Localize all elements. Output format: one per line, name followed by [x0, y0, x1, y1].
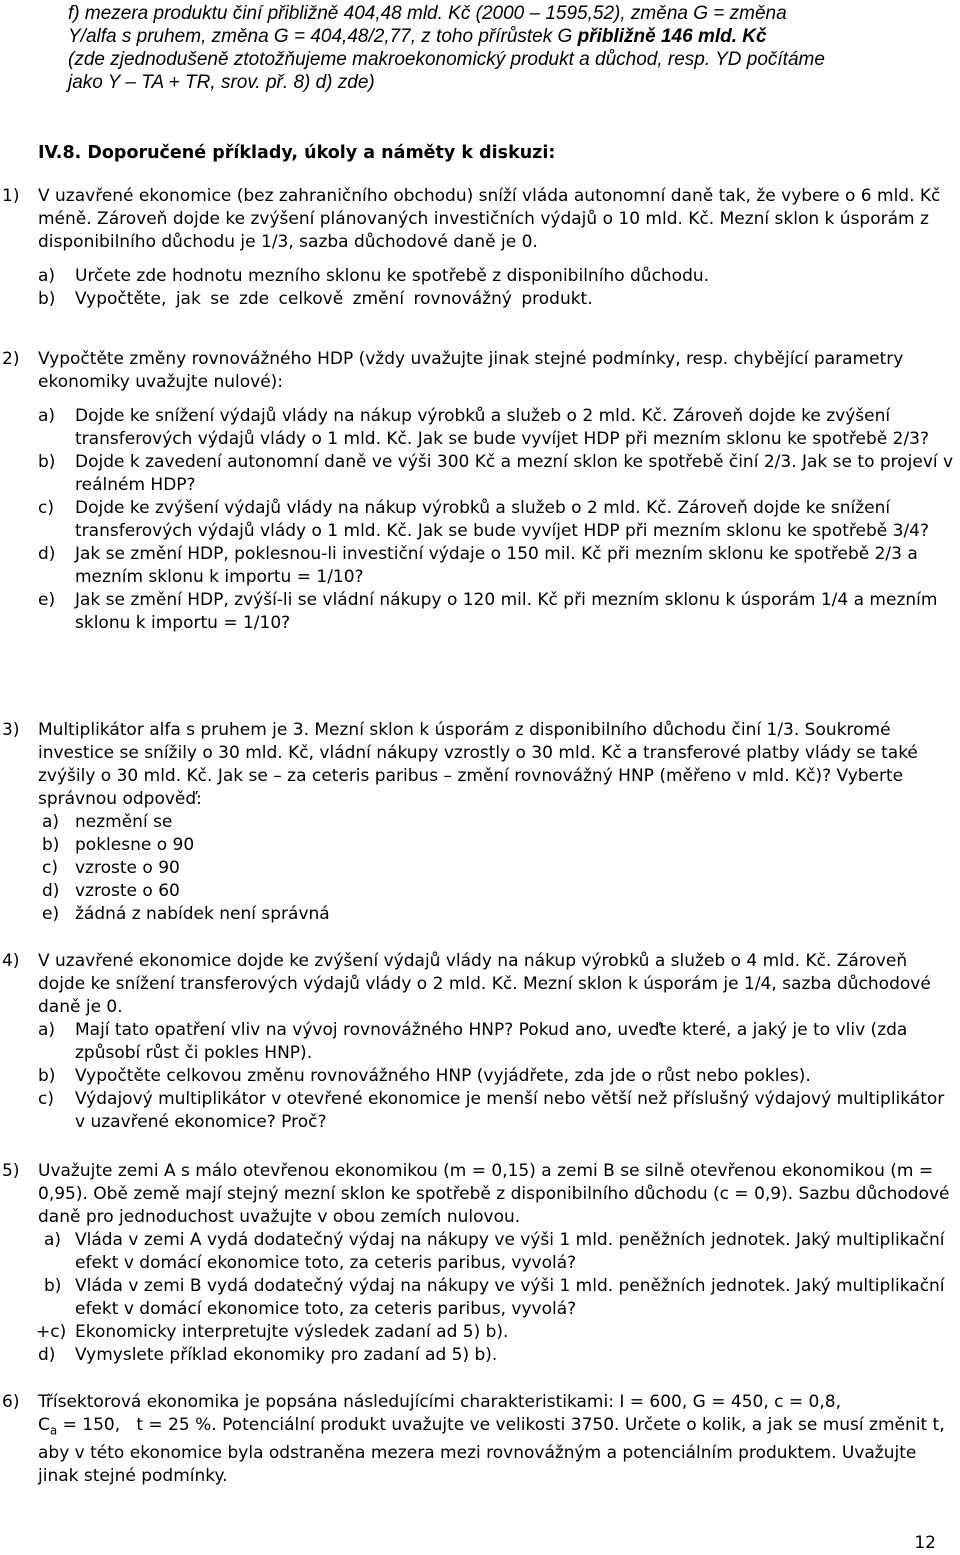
question-number: 6): [2, 1392, 20, 1412]
part-text: Dojde ke zvýšení výdajů vlády na nákup výrobků a služeb o 2 mld. Kč. Zároveň dojde ke snížení transferových výdajů vlády o 1 mld. Kč. Jak se bude vyvíjet HDP při mezním sklonu ke spotřebě 3/4?: [75, 498, 930, 541]
part-label: a): [38, 266, 56, 286]
answer-option-b: [0, 834, 960, 857]
intro-line-2: [68, 25, 948, 48]
option-text: poklesne o 90: [75, 835, 195, 855]
part-text: Výdajový multiplikátor v otevřené ekonomice je menší nebo větší než příslušný výdajový multiplikátor v uzavřené ekonomice? Proč?: [75, 1089, 945, 1132]
question-6: [0, 1391, 960, 1488]
question-1-part-a: [0, 265, 960, 288]
question-5: [0, 1160, 960, 1367]
intro-line-4: jako Y – TA + TR, srov. př. 8) d) zde): [68, 72, 375, 93]
section-heading: IV.8. Doporučené příklady, úkoly a náměty k diskuzi:: [38, 143, 556, 163]
intro-paragraph: [68, 2, 948, 94]
question-2-stem: [0, 348, 960, 394]
answer-option-c: [0, 857, 960, 880]
part-label: b): [38, 289, 56, 309]
question-3: [0, 719, 960, 926]
question-text: Multiplikátor alfa s pruhem je 3. Mezní sklon k úsporám z disponibilního důchodu činí 1/3. Soukromé investice se snížily o 30 mld. Kč, vládní nákupy vzrostly o 30 mld. Kč a transferové platby vlády se také zvýšily o 30 mld. Kč. Jak se – za ceteris paribus – změní rovnovážný HNP (měřeno v mld. Kč)? Vyberte správnou odpověď:: [38, 720, 918, 809]
intro-line-1: f) mezera produktu činí přibližně 404,48 mld. Kč (2000 – 1595,52), změna G = změna: [68, 3, 787, 24]
option-label: b): [42, 835, 60, 855]
question-6-stem: [0, 1391, 960, 1488]
question-number: 1): [2, 186, 20, 206]
option-label: a): [42, 812, 60, 832]
intro-line-2-bold: přibližně 146 mld. Kč: [577, 26, 767, 47]
question-4-part-a: [0, 1019, 960, 1065]
question-2-part-b: [0, 451, 960, 497]
part-text: Vymyslete příklad ekonomiky pro zadaní ad 5) b).: [75, 1345, 498, 1365]
part-label: c): [38, 498, 54, 518]
ca-subscript: a: [49, 1423, 58, 1438]
part-text: Mají tato opatření vliv na vývoj rovnovážného HNP? Pokud ano, uveďte které, a jaký je to vliv (zda způsobí růst či pokles HNP).: [75, 1020, 908, 1063]
question-5-stem: [0, 1160, 960, 1229]
question-number: 5): [2, 1161, 20, 1181]
question-3-stem: [0, 719, 960, 811]
part-label: b): [38, 452, 56, 472]
question-5-part-a: [0, 1229, 960, 1275]
question-text: V uzavřené ekonomice dojde ke zvýšení výdajů vlády na nákup výrobků a služeb o 4 mld. Kč. Zároveň dojde ke snížení transferových výdajů vlády o 2 mld. Kč. Mezní sklon k úsporám je 1/4, sazba důchodové daně je 0.: [38, 951, 931, 1017]
option-text: nezmění se: [75, 812, 173, 832]
part-text: Vypočtěte, jak se zde celkově změní rovnovážný produkt.: [75, 289, 593, 309]
part-text: Jak se změní HDP, zvýší-li se vládní nákupy o 120 mil. Kč při mezním sklonu k úsporám 1/4 a mezním sklonu k importu = 1/10?: [75, 590, 938, 633]
question-text: Vypočtěte změny rovnovážného HDP (vždy uvažujte jinak stejné podmínky, resp. chybějící parametry ekonomiky uvažujte nulové):: [38, 349, 904, 392]
part-text: Určete zde hodnotu mezního sklonu ke spotřebě z disponibilního důchodu.: [75, 266, 710, 286]
question-5-part-c: [0, 1321, 960, 1344]
question-2-part-a: [0, 405, 960, 451]
option-label: e): [42, 904, 60, 924]
question-1-stem: [0, 185, 960, 254]
part-label: b): [44, 1276, 62, 1296]
question-2-part-e: [0, 589, 960, 635]
answer-option-d: [0, 880, 960, 903]
question-4: [0, 950, 960, 1134]
part-label: a): [44, 1230, 62, 1250]
question-2-part-d: [0, 543, 960, 589]
question-2: [0, 348, 960, 635]
part-label: e): [38, 590, 56, 610]
question-1-part-b: [0, 288, 960, 311]
question-2-part-c: [0, 497, 960, 543]
ca-symbol: C: [38, 1415, 50, 1435]
question-5-part-d: [0, 1344, 960, 1367]
option-text: žádná z nabídek není správná: [75, 904, 330, 924]
part-text: Dojde k zavedení autonomní daně ve výši 300 Kč a mezní sklon ke spotřebě činí 2/3. Jak se to projeví v reálném HDP?: [75, 452, 954, 495]
part-label: c): [38, 1089, 54, 1109]
page-number: 12: [914, 1533, 936, 1553]
question-text: Uvažujte zemi A s málo otevřenou ekonomikou (m = 0,15) a zemi B se silně otevřenou ekonomikou (m = 0,95). Obě země mají stejný mezní sklon ke spotřebě z disponibilního důchodu (c = 0,9). Sazbu důchodové daně pro jednoduchost uvažujte v obou zemích nulovou.: [38, 1161, 950, 1227]
option-label: d): [42, 881, 60, 901]
option-text: vzroste o 90: [75, 858, 180, 878]
question-4-part-b: [0, 1065, 960, 1088]
part-text: Vláda v zemi B vydá dodatečný výdaj na nákupy ve výši 1 mld. peněžních jednotek. Jaký multiplikační efekt v domácí ekonomice toto, za ceteris paribus, vyvolá?: [75, 1276, 945, 1319]
question-text: V uzavřené ekonomice (bez zahraničního obchodu) sníží vláda autonomní daně tak, že vybere o 6 mld. Kč méně. Zároveň dojde ke zvýšení plánovaných investičních výdajů o 10 mld. Kč. Mezní sklon k úsporám z disponibilního důchodu je 1/3, sazba důchodové daně je 0.: [38, 186, 941, 252]
question-1: [0, 185, 960, 311]
intro-line-2-text: Y/alfa s pruhem, změna G = 404,48/2,77, z toho přírůstek G: [68, 26, 578, 47]
answer-option-e: [0, 903, 960, 926]
intro-line-3: (zde zjednodušeně ztotožňujeme makroekonomický produkt a důchod, resp. YD počítáme: [68, 49, 825, 70]
question-number: 2): [2, 349, 20, 369]
part-label: d): [38, 544, 56, 564]
answer-option-a: [0, 811, 960, 834]
part-text: Vláda v zemi A vydá dodatečný výdaj na nákupy ve výši 1 mld. peněžních jednotek. Jaký multiplikační efekt v domácí ekonomice toto, za ceteris paribus, vyvolá?: [75, 1230, 945, 1273]
part-label: b): [38, 1066, 56, 1086]
question-4-part-c: [0, 1088, 960, 1134]
question-number: 4): [2, 951, 20, 971]
option-label: c): [42, 858, 58, 878]
part-label: d): [38, 1345, 56, 1365]
question-text-line-1: Třísektorová ekonomika je popsána následujícími charakteristikami: I = 600, G = 450, c = 0,8,: [38, 1392, 841, 1412]
question-text: [0, 1391, 960, 1488]
question-4-stem: [0, 950, 960, 1019]
part-label: a): [38, 406, 56, 426]
question-text-rest: = 150, t = 25 %. Potenciální produkt uvažujte ve velikosti 3750. Určete o kolik, a jak se musí změnit t, aby v této ekonomice byla odstraněna mezera mezi rovnovážným a potenciálním produktem. Uvažujte jinak stejné podmínky.: [38, 1415, 951, 1487]
question-number: 3): [2, 720, 20, 740]
part-label: a): [38, 1020, 56, 1040]
part-text: Jak se změní HDP, poklesnou-li investiční výdaje o 150 mil. Kč při mezním sklonu ke spotřebě 2/3 a mezním sklonu k importu = 1/10?: [75, 544, 918, 587]
part-text: Dojde ke snížení výdajů vlády na nákup výrobků a služeb o 2 mld. Kč. Zároveň dojde ke zvýšení transferových výdajů vlády o 1 mld. Kč. Jak se bude vyvíjet HDP při mezním sklonu ke spotřebě 2/3?: [75, 406, 930, 449]
part-text: Ekonomicky interpretujte výsledek zadaní ad 5) b).: [75, 1322, 509, 1342]
part-text: Vypočtěte celkovou změnu rovnovážného HNP (vyjádřete, zda jde o růst nebo pokles).: [75, 1066, 811, 1086]
part-label: +c): [36, 1322, 67, 1342]
option-text: vzroste o 60: [75, 881, 180, 901]
question-5-part-b: [0, 1275, 960, 1321]
